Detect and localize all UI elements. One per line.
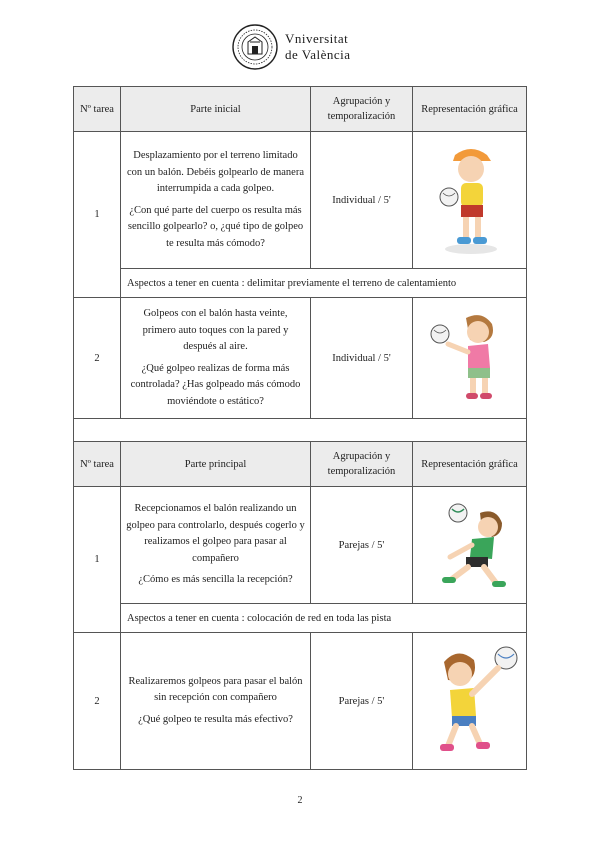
col-representation: Representación gráfica — [413, 87, 527, 132]
aspects-row — [74, 604, 527, 633]
aspects-row — [74, 269, 527, 298]
table-header-row — [74, 442, 527, 487]
girl-spiking-volleyball-illustration — [418, 642, 522, 760]
activities-table — [73, 86, 527, 770]
table-header-row — [74, 87, 527, 132]
col-grouping: Agrupación y temporalización — [311, 442, 413, 487]
task-grouping: Individual / 5' — [311, 298, 413, 419]
table-row — [74, 132, 527, 269]
task-description: Desplazamiento por el terreno limitado con un balón. Debéis golpearlo de manera interrumpida a cada golpeo. ¿Con qué parte del cuerpo os resulta más sencillo golpearlo? o, ¿qué tipo de golpeo te resulta más cómodo? — [121, 132, 311, 269]
col-part: Parte principal — [121, 442, 311, 487]
table-row — [74, 298, 527, 419]
task-number: 2 — [74, 298, 121, 419]
task-number: 1 — [74, 487, 121, 633]
task-illustration — [413, 298, 527, 419]
task-grouping: Parejas / 5' — [311, 633, 413, 770]
table-row — [74, 633, 527, 770]
col-part: Parte inicial — [121, 87, 311, 132]
task-number: 2 — [74, 633, 121, 770]
aspects-note: Aspectos a tener en cuenta : delimitar previamente el terreno de calentamiento — [121, 269, 527, 298]
university-name: Vniversitat de València — [285, 31, 351, 62]
task-number: 1 — [74, 132, 121, 298]
page-number: 2 — [297, 795, 303, 806]
table-row — [74, 487, 527, 604]
col-task-number: Nº tarea — [74, 87, 121, 132]
col-grouping: Agrupación y temporalización — [311, 87, 413, 132]
section-separator — [74, 419, 527, 442]
task-description: Recepcionamos el balón realizando un golpeo para controlarlo, después cogerlo y realizamos el golpeo para pasar al compañero ¿Cómo es más sencilla la recepción? — [121, 487, 311, 604]
task-description: Golpeos con el balón hasta veinte, primero auto toques con la pared y después al aire. ¿Qué golpeo realizas de forma más controlada? ¿Has golpeado más cómodo moviéndote o estático? — [121, 298, 311, 419]
page-header — [0, 24, 600, 74]
task-illustration — [413, 633, 527, 770]
aspects-note: Aspectos a tener en cuenta : colocación de red en toda las pista — [121, 604, 527, 633]
girl-bumping-volleyball-illustration — [422, 310, 518, 406]
col-task-number: Nº tarea — [74, 442, 121, 487]
task-grouping: Parejas / 5' — [311, 487, 413, 604]
task-description: Realizaremos golpeos para pasar el balón sin recepción con compañero ¿Qué golpeo te resulta más efectivo? — [121, 633, 311, 770]
task-grouping: Individual / 5' — [311, 132, 413, 269]
child-with-volleyball-illustration — [425, 141, 515, 259]
task-illustration — [413, 132, 527, 269]
col-representation: Representación gráfica — [413, 442, 527, 487]
girl-receiving-volleyball-illustration — [422, 495, 518, 595]
university-seal-icon — [232, 24, 278, 70]
task-illustration — [413, 487, 527, 604]
